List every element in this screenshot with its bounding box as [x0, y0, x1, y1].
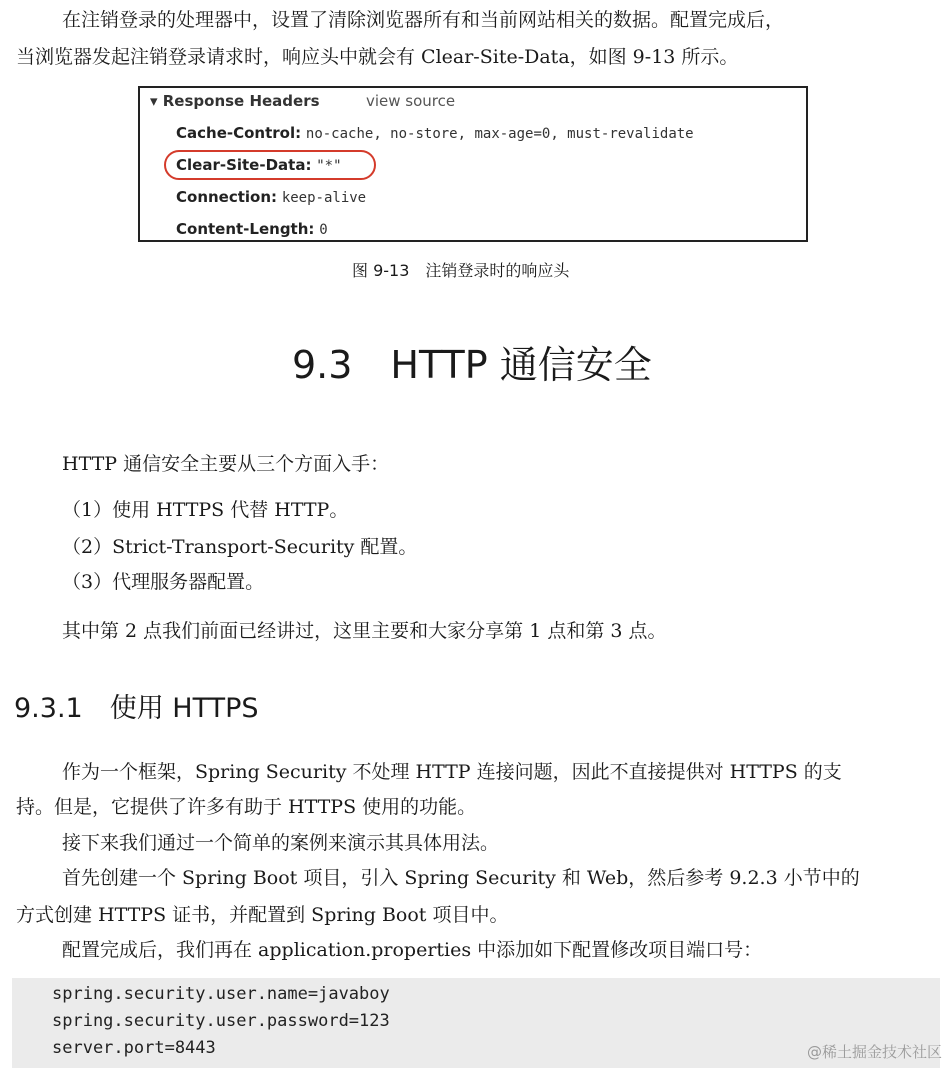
paragraph: 持。但是，它提供了许多有助于 HTTPS 使用的功能。 — [16, 796, 477, 818]
paragraph: HTTP 通信安全主要从三个方面入手： — [62, 453, 390, 475]
code-line: spring.security.user.name=javaboy — [52, 984, 390, 1004]
code-line: server.port=8443 — [52, 1038, 216, 1058]
header-key: Clear-Site-Data: — [176, 156, 312, 174]
list-item: （1）使用 HTTPS 代替 HTTP。 — [62, 499, 349, 521]
section-heading: 9.3 HTTP 通信安全 — [292, 343, 652, 387]
watermark: @稀土掘金技术社区 — [806, 1043, 942, 1061]
header-row — [176, 188, 366, 206]
code-line: spring.security.user.password=123 — [52, 1011, 390, 1031]
intro-line-1: 在注销登录的处理器中，设置了清除浏览器所有和当前网站相关的数据。配置完成后， — [62, 9, 785, 31]
view-source-link: view source — [366, 92, 456, 110]
header-value: keep-alive — [281, 190, 367, 206]
header-key: Cache-Control: — [176, 124, 302, 142]
subsection-heading: 9.3.1 使用 HTTPS — [14, 693, 259, 724]
paragraph: 接下来我们通过一个简单的案例来演示其具体用法。 — [62, 832, 500, 854]
intro-line-2: 当浏览器发起注销登录请求时，响应头中就会有 Clear-Site-Data，如图 9-13 所示。 — [16, 46, 739, 68]
header-key: Connection: — [176, 188, 278, 206]
header-row — [176, 124, 694, 142]
header-value: no-cache, no-store, max-age=0, must-revalidate — [305, 126, 694, 142]
paragraph: 作为一个框架，Spring Security 不处理 HTTP 连接问题，因此不直接提供对 HTTPS 的支 — [62, 761, 842, 783]
figure-caption: 图 9-13 注销登录时的响应头 — [352, 261, 570, 280]
paragraph: 配置完成后，我们再在 application.properties 中添加如下配置修改项目端口号： — [62, 939, 763, 961]
code-block — [12, 978, 940, 1068]
list-item: （3）代理服务器配置。 — [62, 571, 265, 593]
paragraph: 其中第 2 点我们前面已经讲过，这里主要和大家分享第 1 点和第 3 点。 — [62, 620, 667, 642]
response-headers-title: ▾ Response Headers — [150, 92, 320, 110]
highlight-oval — [164, 150, 376, 180]
header-value: "*" — [316, 158, 342, 174]
header-row — [176, 220, 328, 238]
list-item: （2）Strict-Transport-Security 配置。 — [62, 536, 418, 558]
paragraph: 首先创建一个 Spring Boot 项目，引入 Spring Security 和 Web，然后参考 9.2.3 小节中的 — [62, 867, 860, 889]
header-key: Content-Length: — [176, 220, 315, 238]
paragraph: 方式创建 HTTPS 证书，并配置到 Spring Boot 项目中。 — [16, 904, 509, 926]
response-headers-figure — [138, 86, 808, 242]
header-value: 0 — [319, 222, 328, 238]
